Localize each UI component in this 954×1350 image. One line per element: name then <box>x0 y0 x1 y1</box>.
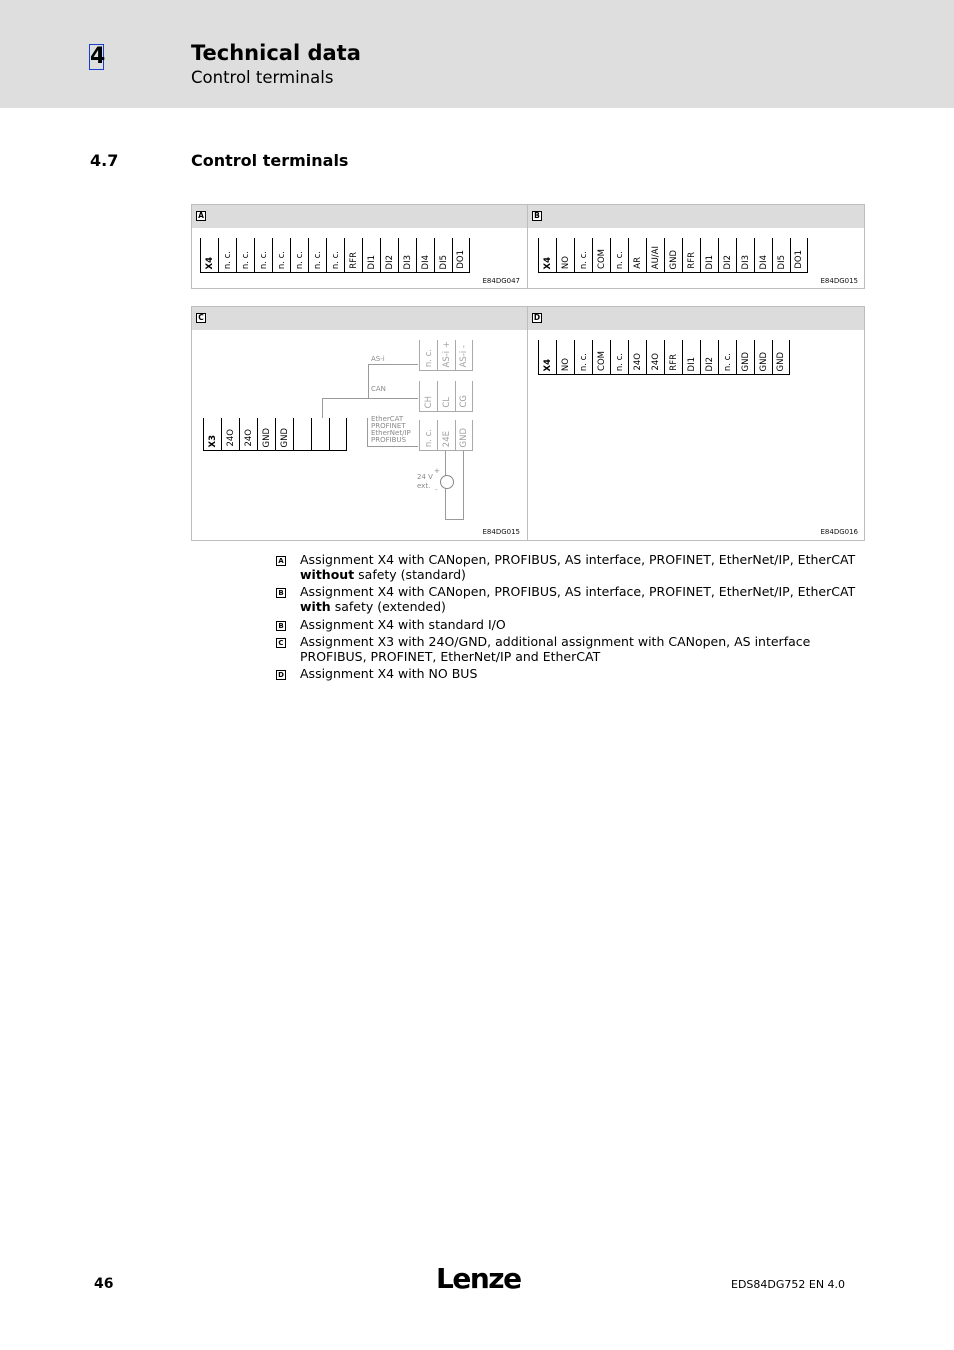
terminal-pin <box>754 238 772 273</box>
terminal-pin <box>592 340 610 375</box>
figure-code: E84DG047 <box>482 277 520 285</box>
terminal-pin <box>628 238 646 273</box>
pin-label: COM <box>596 249 607 269</box>
terminal-label <box>203 418 221 451</box>
panel-header <box>527 204 865 228</box>
legend-letter: C <box>276 638 286 648</box>
supply-voltage: 24 V <box>417 473 433 481</box>
terminal-pin <box>419 420 437 451</box>
legend-letter: B <box>276 588 286 598</box>
pin-label: DI2 <box>704 356 715 371</box>
pin-label: RFR <box>668 354 679 371</box>
pin-label: n. c. <box>258 250 269 269</box>
header-band <box>0 0 954 108</box>
pin-label: DI3 <box>740 254 751 269</box>
pin-label: DI4 <box>420 254 431 269</box>
pin-label: 24O <box>632 353 643 371</box>
bus-label-asi: AS-i <box>371 355 385 363</box>
terminal-pin <box>290 238 308 273</box>
can-connector <box>419 381 473 412</box>
terminal-pin <box>700 238 718 273</box>
terminal-pin <box>272 238 290 273</box>
supply-ext: ext. <box>417 482 431 490</box>
pin-label: DI3 <box>402 254 413 269</box>
pin-label: GND <box>459 427 469 447</box>
pin-label: n. c. <box>578 352 589 371</box>
terminal-pin <box>434 238 452 273</box>
terminal-pin <box>718 340 736 375</box>
terminal-label <box>200 238 218 273</box>
pin-label: AU/AI <box>650 245 661 269</box>
pin-label: X4 <box>204 256 215 269</box>
panel-c <box>191 306 527 541</box>
terminal-pin <box>556 340 574 375</box>
terminal-pin <box>790 238 808 273</box>
terminal-pin <box>437 420 455 451</box>
pin-label: DI5 <box>438 254 449 269</box>
wire <box>445 519 464 520</box>
bus-label-ethercat: EtherCAT <box>371 415 404 423</box>
page-number: 46 <box>94 1276 114 1292</box>
terminal-pin <box>308 238 326 273</box>
terminal-pin <box>574 238 592 273</box>
pin-label: GND <box>740 351 751 371</box>
pin-label: DI2 <box>722 254 733 269</box>
terminal-pin <box>664 238 682 273</box>
header-title: Technical data <box>191 41 361 65</box>
terminal-pin <box>419 340 437 371</box>
terminal-pin <box>718 238 736 273</box>
terminal-strip-x4 <box>200 238 470 273</box>
panel-letter: C <box>196 313 206 323</box>
figure-code: E84DG015 <box>820 277 858 285</box>
pin-label: n. c. <box>722 352 733 371</box>
terminal-pin <box>254 238 272 273</box>
legend-letter: B <box>276 621 286 631</box>
pin-label: n. c. <box>578 250 589 269</box>
panel-letter: B <box>532 211 542 221</box>
pin-label: n. c. <box>423 348 434 367</box>
bus-label-profibus: PROFIBUS <box>371 436 407 444</box>
pin-label: COM <box>596 351 607 371</box>
legend-text: Assignment X4 with CANopen, PROFIBUS, AS interface, PROFINET, EtherNet/IP, EtherCAT without safety (standard) <box>300 552 856 582</box>
section-number: 4.7 <box>90 151 119 170</box>
terminal-pin <box>419 381 437 412</box>
legend-letter: D <box>276 670 286 680</box>
terminal-pin <box>344 238 362 273</box>
terminal-strip-x3 <box>203 418 347 451</box>
pin-label: n. c. <box>294 250 305 269</box>
wire <box>367 418 368 446</box>
pin-label: CH <box>423 395 434 408</box>
pin-label: n. c. <box>276 250 287 269</box>
terminal-pin <box>700 340 718 375</box>
terminal-pin <box>664 340 682 375</box>
pin-label: DI5 <box>776 254 787 269</box>
legend-letter: A <box>276 556 286 566</box>
pin-label: NO <box>560 255 571 269</box>
pin-label: RFR <box>348 252 359 269</box>
wire <box>368 364 418 365</box>
terminal-pin <box>437 381 455 412</box>
pin-label: GND <box>776 351 786 371</box>
terminal-pin <box>239 418 257 451</box>
asi-connector <box>419 340 473 371</box>
ethernet-connector <box>419 420 473 451</box>
terminal-pin <box>646 340 664 375</box>
bus-label-ethernetip: EtherNet/IP <box>371 429 411 437</box>
panel-a <box>191 204 527 289</box>
blank-terminal <box>311 418 329 451</box>
pin-label: NO <box>560 357 571 371</box>
blank-terminal <box>329 418 347 451</box>
lenze-logo: Lenze <box>436 1262 521 1295</box>
legend-text: Assignment X4 with CANopen, PROFIBUS, AS interface, PROFINET, EtherNet/IP, EtherCAT with safety (extended) <box>300 584 856 614</box>
terminal-pin <box>592 238 610 273</box>
terminal-pin <box>574 340 592 375</box>
pin-label: CG <box>459 395 469 408</box>
pin-label: X4 <box>542 256 553 269</box>
legend-text: Assignment X4 with standard I/O <box>300 617 506 632</box>
terminal-pin <box>455 420 473 451</box>
pin-label: DO1 <box>456 250 466 269</box>
blank-terminal <box>293 418 311 451</box>
terminal-pin <box>682 238 700 273</box>
terminal-pin <box>628 340 646 375</box>
pin-label: GND <box>668 249 679 269</box>
pin-label: DI2 <box>384 254 395 269</box>
section-title: Control terminals <box>191 151 349 170</box>
pin-label: 24E <box>441 430 452 447</box>
panel-d <box>527 306 865 541</box>
wire <box>368 364 369 398</box>
panel-header <box>191 204 527 228</box>
document-reference: EDS84DG752 EN 4.0 <box>731 1278 846 1291</box>
pin-label: n. c. <box>330 250 341 269</box>
panel-b <box>527 204 865 289</box>
pin-label: DO1 <box>794 250 804 269</box>
terminal-label <box>538 340 556 375</box>
terminal-strip-x4 <box>538 238 808 273</box>
terminal-pin <box>380 238 398 273</box>
panel-letter: A <box>196 211 206 221</box>
terminal-pin <box>772 340 790 375</box>
wire <box>322 398 418 399</box>
supply-plus: + <box>434 467 440 475</box>
terminal-pin <box>221 418 239 451</box>
pin-label: DI4 <box>758 254 769 269</box>
pin-label: n. c. <box>222 250 233 269</box>
figure-code: E84DG015 <box>482 528 520 536</box>
terminal-pin <box>398 238 416 273</box>
pin-label: n. c. <box>312 250 323 269</box>
pin-label: X3 <box>207 434 218 447</box>
pin-label: 24O <box>243 429 254 447</box>
pin-label: GND <box>261 427 272 447</box>
pin-label: GND <box>758 351 769 371</box>
pin-label: 24O <box>650 353 661 371</box>
terminal-pin <box>754 340 772 375</box>
terminal-pin <box>736 340 754 375</box>
terminal-label <box>538 238 556 273</box>
wire <box>463 450 464 520</box>
pin-label: CL <box>441 397 452 408</box>
terminal-pin <box>218 238 236 273</box>
terminal-pin <box>257 418 275 451</box>
pin-label: DI1 <box>686 356 697 371</box>
terminal-pin <box>362 238 380 273</box>
legend-text: Assignment X3 with 24O/GND, additional assignment with CANopen, AS interface PROFIBUS, PROFINET, EtherNet/IP and EtherCAT <box>300 634 811 664</box>
terminal-pin <box>437 340 455 371</box>
pin-label: DI1 <box>366 254 377 269</box>
pin-label: n. c. <box>614 352 625 371</box>
pin-label: n. c. <box>614 250 625 269</box>
terminal-pin <box>646 238 664 273</box>
pin-label: n. c. <box>423 428 434 447</box>
figure-code: E84DG016 <box>820 528 858 536</box>
panel-header <box>527 306 865 330</box>
pin-label: AS-i - <box>459 344 469 367</box>
terminal-pin <box>610 238 628 273</box>
terminal-pin <box>275 418 293 451</box>
terminal-pin <box>326 238 344 273</box>
supply-source-icon <box>440 475 454 489</box>
terminal-pin <box>736 238 754 273</box>
terminal-pin <box>452 238 470 273</box>
pin-label: RFR <box>686 252 697 269</box>
pin-label: DI1 <box>704 254 715 269</box>
legend-text: Assignment X4 with NO BUS <box>300 666 478 681</box>
pin-label: AS-i + <box>441 340 452 367</box>
chapter-number[interactable]: 4 <box>90 44 106 69</box>
terminal-pin <box>236 238 254 273</box>
terminal-pin <box>455 340 473 371</box>
terminal-strip-x4 <box>538 340 790 375</box>
pin-label: GND <box>279 427 290 447</box>
terminal-pin <box>682 340 700 375</box>
bus-label-profinet: PROFINET <box>371 422 406 430</box>
terminal-pin <box>455 381 473 412</box>
pin-label: X4 <box>542 358 553 371</box>
pin-label: AR <box>632 257 643 269</box>
header-subtitle: Control terminals <box>191 68 334 87</box>
terminal-pin <box>772 238 790 273</box>
wire <box>322 398 323 418</box>
pin-label: 24O <box>225 429 236 447</box>
panel-letter: D <box>533 313 541 322</box>
panel-header <box>191 306 527 330</box>
terminal-pin <box>556 238 574 273</box>
terminal-pin <box>610 340 628 375</box>
bus-label-can: CAN <box>371 385 386 393</box>
pin-label: n. c. <box>240 250 251 269</box>
supply-minus: - <box>435 486 438 494</box>
wire <box>367 446 418 447</box>
terminal-pin <box>416 238 434 273</box>
